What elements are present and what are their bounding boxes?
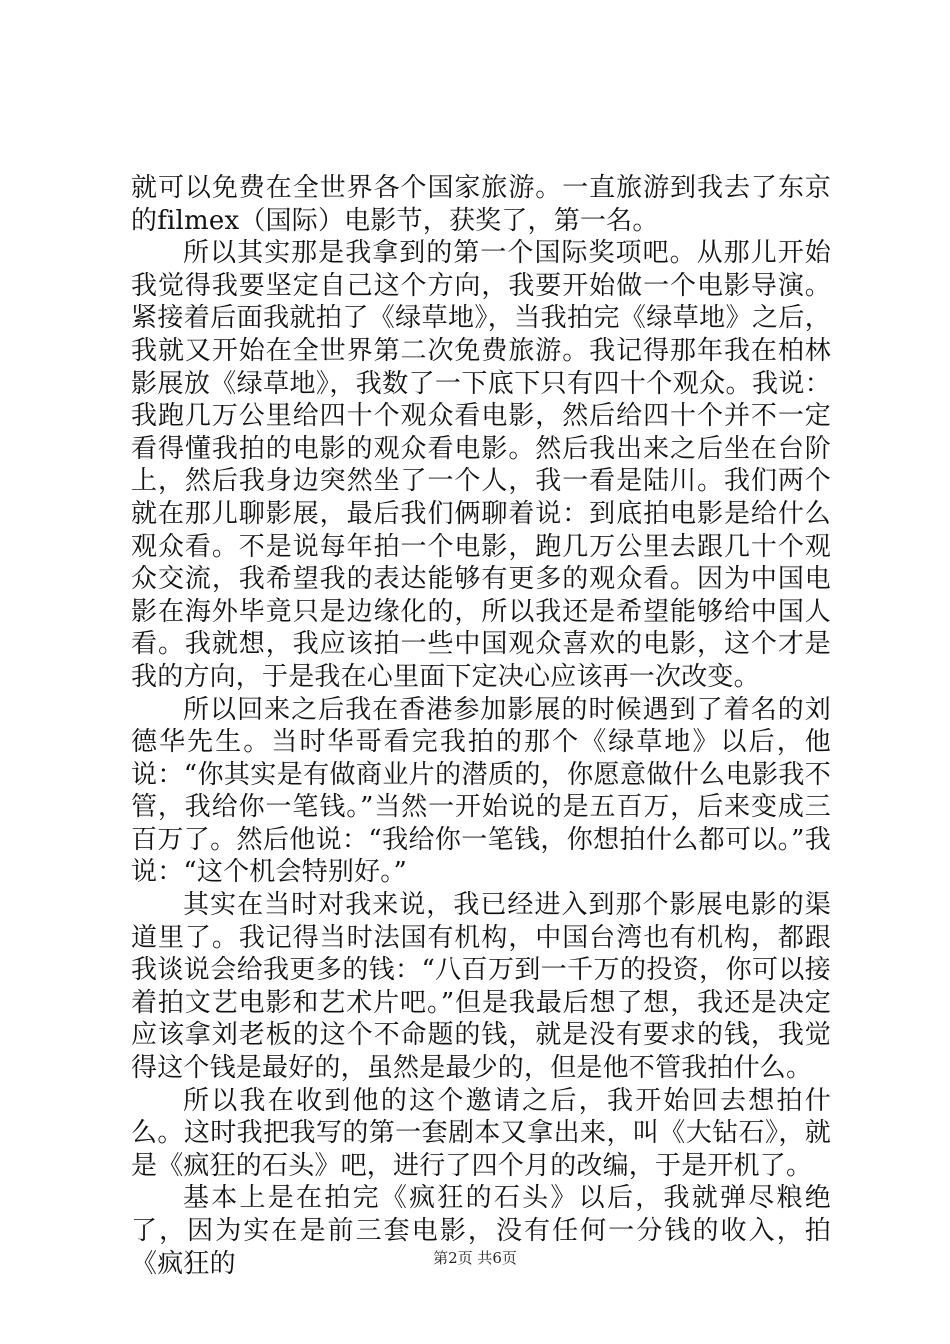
- paragraph-3: 所以回来之后我在香港参加影展的时候遇到了着名的刘德华先生。当时华哥看完我拍的那个《绿草地》以后，他说：“你其实是有做商业片的潜质的，你愿意做什么电影我不管，我给你一笔钱。”当然一开始说的是五百万，后来变成三百万了。然后他说：“我给你一笔钱，你想拍什么都可以。”我说：“这个机会特别好。”: [131, 694, 831, 888]
- paragraph-6: 基本上是在拍完《疯狂的石头》以后，我就弹尽粮绝了，因为实在是前三套电影，没有任何一分钱的收入，拍《疯狂的: [131, 1183, 831, 1279]
- paragraph-5: 所以我在收到他的这个邀请之后，我开始回去想拍什么。这时我把我写的第一套剧本又拿出来，叫《大钻石》，就是《疯狂的石头》吧，进行了四个月的改编，于是开机了。: [131, 1085, 831, 1181]
- paragraph-1: 就可以免费在全世界各个国家旅游。一直旅游到我去了东京的filmex（国际）电影节，获奖了，第一名。: [131, 173, 831, 236]
- paragraph-2: 所以其实那是我拿到的第一个国际奖项吧。从那儿开始我觉得我要坚定自己这个方向，我要开始做一个电影导演。紧接着后面我就拍了《绿草地》，当我拍完《绿草地》之后，我就又开始在全世界第二次免费旅游。我记得那年我在柏林影展放《绿草地》，我数了一下底下只有四十个观众。我说：我跑几万公里给四十个观众看电影，然后给四十个并不一定看得懂我拍的电影的观众看电影。然后我出来之后坐在台阶上，然后我身边突然坐了一个人，我一看是陆川。我们两个就在那儿聊影展，最后我们俩聊着说：到底拍电影是给什么观众看。不是说每年拍一个电影，跑几万公里去跟几十个观众交流，我希望我的表达能够有更多的观众看。因为中国电影在海外毕竟只是边缘化的，所以我还是希望能够给中国人看。我就想，我应该拍一些中国观众喜欢的电影，这个才是我的方向，于是我在心里面下定决心应该再一次改变。: [131, 238, 831, 692]
- body-text: [131, 172, 831, 1280]
- paragraph-4: 其实在当时对我来说，我已经进入到那个影展电影的渠道里了。我记得当时法国有机构，中国台湾也有机构，都跟我谈说会给我更多的钱：“八百万到一千万的投资，你可以接着拍文艺电影和艺术片吧。”但是我最后想了想，我还是决定应该拿刘老板的这个不命题的钱，就是没有要求的钱，我觉得这个钱是最好的，虽然是最少的，但是他不管我拍什么。: [131, 890, 831, 1084]
- page-number-footer: 第2页 共6页: [433, 1249, 517, 1267]
